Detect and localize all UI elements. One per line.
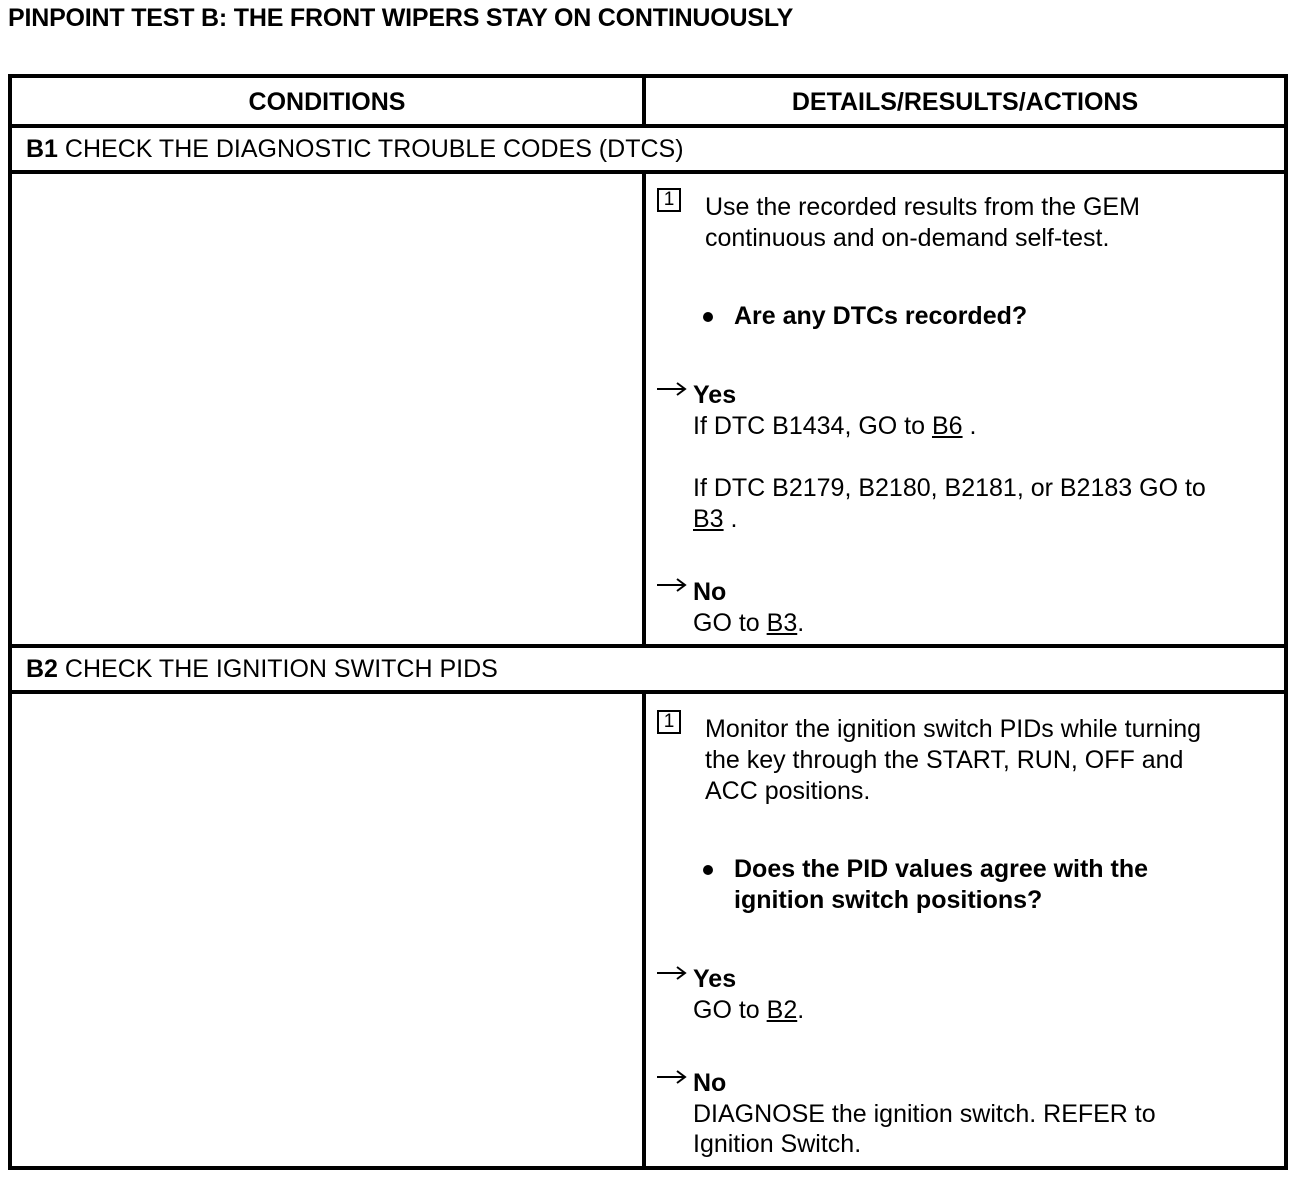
yes-label: Yes: [693, 381, 737, 409]
no-instruction: DIAGNOSE the ignition switch. REFER to Ignition Switch.: [693, 1100, 1156, 1158]
link-b6[interactable]: B6: [931, 412, 963, 440]
link-b2[interactable]: B2: [766, 996, 798, 1024]
step-b2-heading: [26, 646, 498, 692]
step-title: CHECK THE DIAGNOSTIC TROUBLE CODES (DTCS): [64, 135, 684, 163]
arrow-right-icon: [656, 966, 688, 980]
yes-label: Yes: [693, 965, 737, 993]
step-b1-heading: [26, 126, 684, 172]
no-label: No: [693, 1069, 727, 1097]
bullet-icon: [703, 312, 713, 322]
link-b3[interactable]: B3: [766, 609, 798, 637]
action-text: Use the recorded results from the GEM continuous and on-demand self-test.: [705, 193, 1140, 252]
bullet-icon: [703, 865, 713, 875]
divider: [642, 692, 646, 1166]
link-b3[interactable]: B3: [693, 505, 724, 533]
no-instruction: GO to B3.: [693, 609, 805, 637]
step-id: B2: [26, 655, 58, 683]
no-label: No: [693, 578, 727, 606]
yes-instruction: If DTC B2179, B2180, B2181, or B2183 GO to B3 .: [693, 474, 1206, 533]
action-text: Monitor the ignition switch PIDs while turning the key through the START, RUN, OFF and ACC positions.: [705, 715, 1202, 805]
pinpoint-table: [8, 74, 1288, 1170]
yes-instruction: GO to B2.: [693, 996, 805, 1024]
arrow-right-icon: [656, 578, 688, 592]
step-id: B1: [26, 135, 58, 163]
question-text: Are any DTCs recorded?: [734, 302, 1028, 330]
yes-instruction: If DTC B1434, GO to B6 .: [693, 412, 977, 440]
page-title: PINPOINT TEST B: THE FRONT WIPERS STAY ON CONTINUOUSLY: [8, 4, 794, 32]
action-number-box: 1: [657, 710, 681, 734]
arrow-right-icon: [656, 1070, 688, 1084]
arrow-right-icon: [656, 382, 688, 396]
question-text: Does the PID values agree with the ignition switch positions?: [734, 855, 1149, 914]
step-title: CHECK THE IGNITION SWITCH PIDS: [64, 655, 498, 683]
details-header: DETAILS/RESULTS/ACTIONS: [791, 88, 1139, 116]
action-number-box: 1: [657, 188, 681, 212]
divider: [642, 78, 646, 126]
conditions-header: CONDITIONS: [248, 88, 406, 116]
divider: [642, 172, 646, 646]
